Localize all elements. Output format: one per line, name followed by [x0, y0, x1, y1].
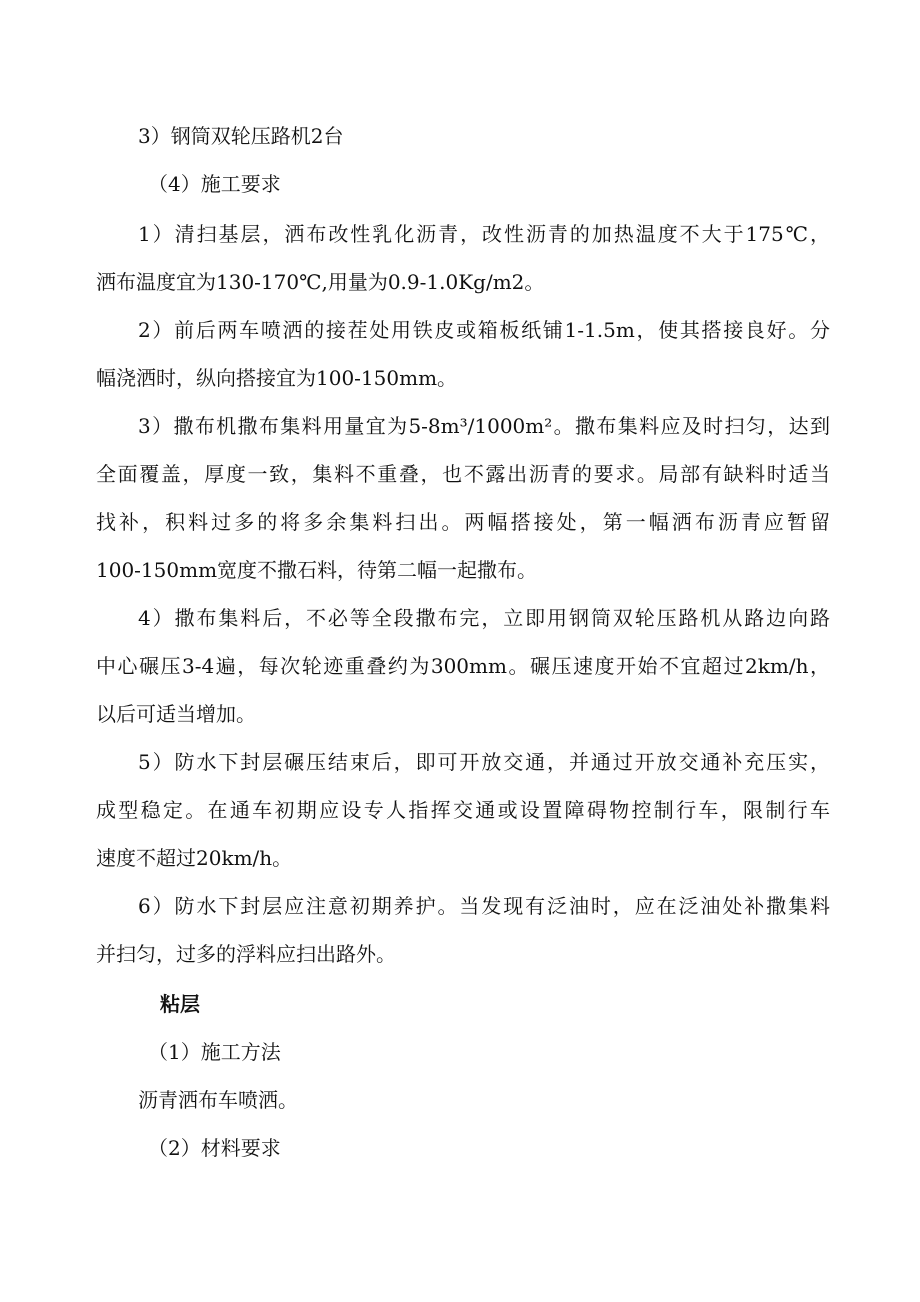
text-line: （1）施工方法	[148, 1040, 281, 1064]
heading-construction-requirements	[148, 160, 840, 208]
paragraph-requirement-3	[96, 402, 830, 594]
paragraph-requirement-4	[96, 594, 830, 738]
paragraph-requirement-6	[96, 882, 830, 978]
text-line: 中心碾压3-4遍，每次轮迹重叠约为300mm。碾压速度开始不宜超过2km/h，	[96, 654, 830, 678]
text-line: 粘层	[160, 992, 200, 1016]
text-line: （4）施工要求	[148, 172, 281, 196]
text-line: 3）撒布机撒布集料用量宜为5-8m³/1000m²。撒布集料应及时扫匀，达到	[138, 414, 830, 438]
heading-material-requirements	[148, 1124, 840, 1172]
paragraph-requirement-5	[96, 738, 830, 882]
text-line: 幅浇洒时，纵向搭接宜为100-150mm。	[96, 366, 458, 390]
paragraph-method	[138, 1076, 830, 1124]
text-line: 洒布温度宜为130-170℃,用量为0.9-1.0Kg/m2。	[96, 270, 545, 294]
text-line: 找补，积料过多的将多余集料扫出。两幅搭接处，第一幅洒布沥青应暂留	[96, 510, 830, 534]
paragraph-requirement-1	[96, 210, 830, 306]
text-line: 2）前后两车喷洒的接茬处用铁皮或箱板纸铺1-1.5m，使其搭接良好。分	[138, 318, 830, 342]
paragraph-equipment-3	[138, 112, 830, 160]
text-line: 沥青洒布车喷洒。	[138, 1088, 298, 1112]
section-heading-tack-coat	[160, 980, 852, 1028]
text-line: 6）防水下封层应注意初期养护。当发现有泛油时，应在泛油处补撒集料	[138, 894, 830, 918]
heading-construction-method	[148, 1028, 840, 1076]
text-line: 以后可适当增加。	[96, 702, 256, 726]
text-line: 3）钢筒双轮压路机2台	[138, 124, 344, 148]
text-line: 4）撒布集料后，不必等全段撒布完，立即用钢筒双轮压路机从路边向路	[138, 606, 830, 630]
text-line: 1）清扫基层，洒布改性乳化沥青，改性沥青的加热温度不大于175℃，	[138, 222, 830, 246]
text-line: 全面覆盖，厚度一致，集料不重叠，也不露出沥青的要求。局部有缺料时适当	[96, 462, 830, 486]
text-line: 5）防水下封层碾压结束后，即可开放交通，并通过开放交通补充压实，	[138, 750, 830, 774]
text-line: 成型稳定。在通车初期应设专人指挥交通或设置障碍物控制行车，限制行车	[96, 798, 830, 822]
text-line: （2）材料要求	[148, 1136, 281, 1160]
text-line: 速度不超过20km/h。	[96, 846, 293, 870]
text-line: 100-150mm宽度不撒石料，待第二幅一起撒布。	[96, 558, 538, 582]
text-line: 并扫匀，过多的浮料应扫出路外。	[96, 942, 396, 966]
paragraph-requirement-2	[96, 306, 830, 402]
